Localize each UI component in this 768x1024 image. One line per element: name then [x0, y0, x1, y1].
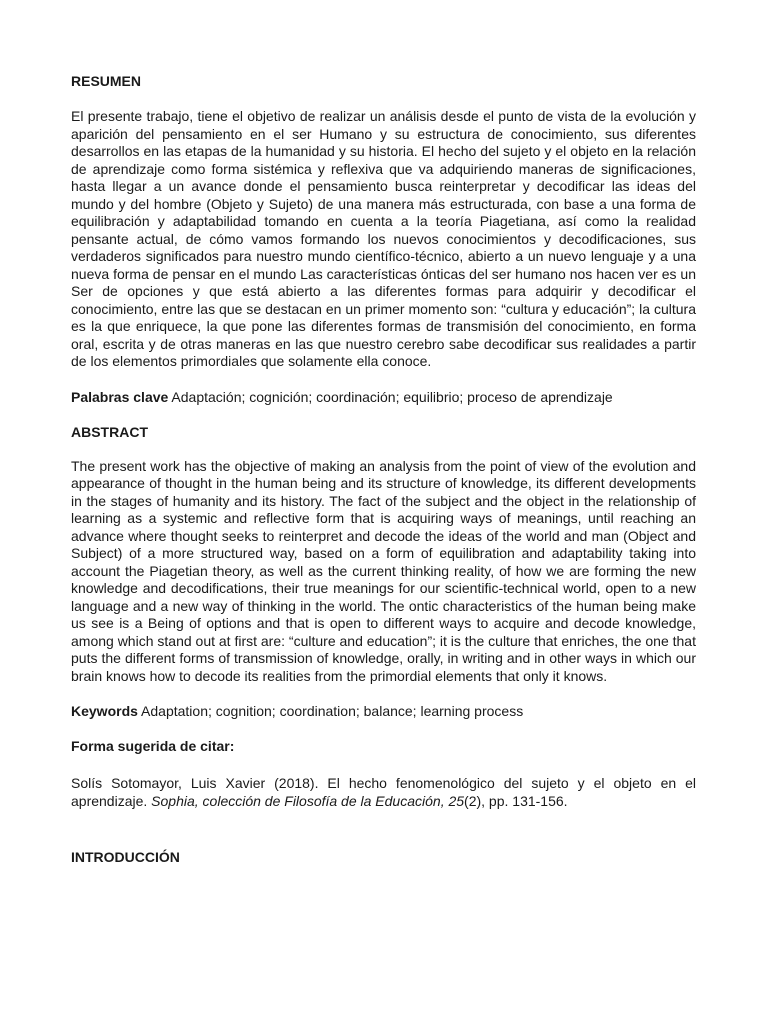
- citation-text: [71, 775, 696, 810]
- introduccion-heading: INTRODUCCIÓN: [71, 849, 180, 865]
- resumen-heading: RESUMEN: [71, 73, 142, 89]
- palabras-clave-value: Adaptación; cognición; coordinación; equilibrio; proceso de aprendizaje: [171, 388, 613, 405]
- citation-issue: (2), pp. 131-156.: [464, 792, 568, 809]
- keywords-label: Keywords: [71, 703, 138, 719]
- abstract-heading: ABSTRACT: [71, 423, 148, 440]
- palabras-clave-label: Palabras clave: [71, 388, 169, 405]
- citation-heading: Forma sugerida de citar:: [71, 738, 235, 754]
- abstract-body: The present work has the objective of making an analysis from the point of view of the evolution and appearance of thought in the human being and its structure of knowledge, its different developments in the stages of humanity and its history. The fact of the subject and the object in the relationship of learning as a systemic and reflective form that is acquiring ways of meanings, until reaching an advance where thought seeks to reinterpret and decode the ideas of the world and man (Object and Subject) of a more structured way, based on a form of equilibration and adaptability taking into account the Piagetian theory, as well as the current thinking reality, of how we are forming the new knowledge and decodifications, their true meanings for our scientific-technical world, open to a new language and a new way of thinking in the world. The ontic characteristics of the human being make us see is a Being of options and that is open to different ways to acquire and decode knowledge, among which stand out at first are: “culture and education”; it is the culture that enriches, the one that puts the different forms of transmission of knowledge, orally, in writing and in other ways in which our brain knows how to decode its realities from the primordial elements that only it knows.: [71, 457, 696, 684]
- resumen-body: El presente trabajo, tiene el objetivo de realizar un análisis desde el punto de vista de la evolución y aparición del pensamiento en el ser Humano y su estructura de conocimiento, sus diferentes desarrollos en las etapas de la humanidad y su historia. El hecho del sujeto y el objeto en la relación de aprendizaje como forma sistémica y reflexiva que va adquiriendo maneras de significaciones, hasta llegar a un avance donde el pensamiento busca reinterpretar y decodificar las ideas del mundo y del hombre (Objeto y Sujeto) de una manera más estructurada, con base a una forma de equilibración y adaptabilidad tomando en cuenta a la teoría Piagetiana, así como la realidad pensante actual, de cómo vamos formando los nuevos conocimientos y decodificaciones, sus verdaderos significados para nuestro mundo científico-técnico, abierto a un nuevo lenguaje y a una nueva forma de pensar en el mundo Las características ónticas del ser humano nos hacen ver es un Ser de opciones y que está abierto a las diferentes formas para adquirir y decodificar el conocimiento, entre las que se destacan en un primer momento son: “cultura y educación”; la cultura es la que enriquece, la que pone las diferentes formas de transmisión del conocimiento, en forma oral, escrita y de otras maneras en las que nuestro cerebro sabe decodificar sus realidades a partir de los elementos primordiales que solamente ella conoce.: [71, 108, 696, 369]
- document-page: [71, 72, 696, 866]
- keywords: [71, 702, 696, 720]
- palabras-clave: [71, 388, 696, 406]
- keywords-value: Adaptation; cognition; coordination; balance; learning process: [141, 703, 524, 719]
- citation-authors: Solís Sotomayor, Luis Xavier (2018). El hecho fenomenológico del sujeto y el objeto en el aprendizaje.: [71, 775, 696, 809]
- citation-journal: Sophia, colección de Filosofía de la Educación, 25: [151, 792, 465, 809]
